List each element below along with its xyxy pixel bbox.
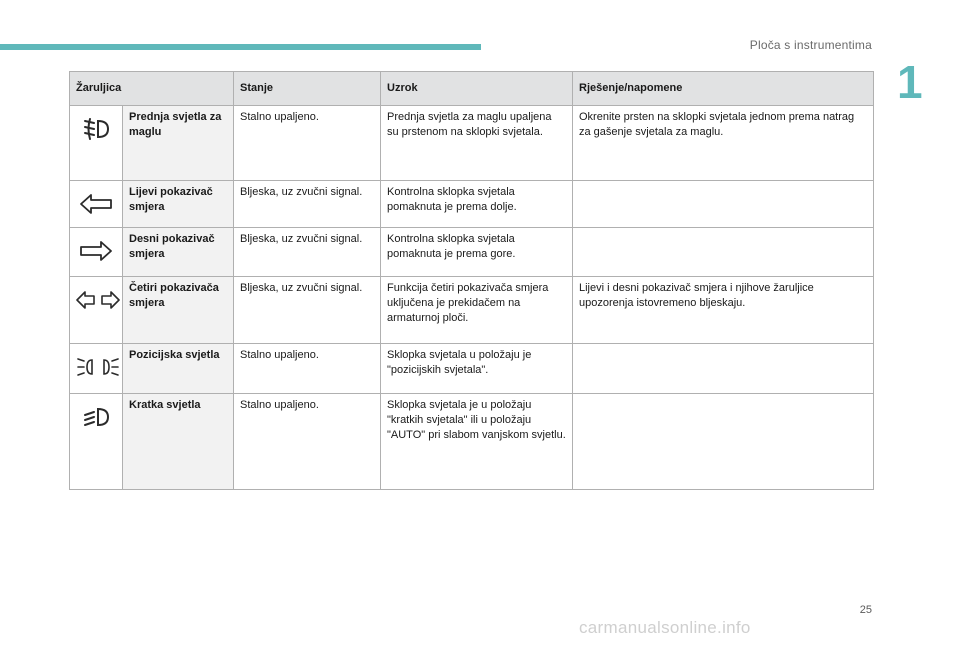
lamp-name: Prednja svjetla za maglu [123,106,234,181]
lamp-name: Pozicijska svjetla [123,344,234,394]
watermark: carmanualsonline.info [579,618,751,637]
chapter-number: 1 [897,56,923,108]
header-lamp: Žaruljica [70,72,234,106]
lamp-cause: Prednja svjetla za maglu upaljena su prstenom na sklopki svjetala. [381,106,573,181]
hazard-arrows-icon [76,289,120,311]
position-lights-icon [76,356,120,378]
lamp-solution [573,344,874,394]
lamp-state: Bljeska, uz zvučni signal. [234,277,381,344]
lamp-state: Stalno upaljeno. [234,106,381,181]
lamp-name: Lijevi pokazivač smjera [123,181,234,228]
header-state: Stanje [234,72,381,106]
table-header-row [70,72,874,106]
lamp-name: Desni pokazivač smjera [123,228,234,277]
lamp-cause: Kontrolna sklopka svjetala pomaknuta je prema dolje. [381,181,573,228]
lamp-state: Stalno upaljeno. [234,394,381,490]
front-fog-light-icon [79,118,113,140]
header-accent-bar [0,44,481,50]
page-number: 25 [859,604,872,616]
lamp-solution [573,394,874,490]
lamp-cause: Funkcija četiri pokazivača smjera uključena je prekidačem na armaturnoj ploči. [381,277,573,344]
lamp-name: Kratka svjetla [123,394,234,490]
lamp-state: Stalno upaljeno. [234,344,381,394]
lamp-solution [573,181,874,228]
lamp-solution [573,228,874,277]
left-arrow-icon [79,193,113,215]
dipped-beam-icon [79,406,113,428]
lamp-state: Bljeska, uz zvučni signal. [234,228,381,277]
right-arrow-icon [79,240,113,262]
table-row [70,394,874,490]
header-cause: Uzrok [381,72,573,106]
lamp-cause: Sklopka svjetala je u položaju "kratkih svjetala" ili u položaju "AUTO" pri slabom vanjskom svjetlu. [381,394,573,490]
lamp-solution: Okrenite prsten na sklopki svjetala jednom prema natrag za gašenje svjetala za maglu. [573,106,874,181]
section-title: Ploča s instrumentima [749,38,872,52]
header-solution: Rješenje/napomene [573,72,874,106]
table-row [70,228,874,277]
lamp-cause: Kontrolna sklopka svjetala pomaknuta je prema gore. [381,228,573,277]
warning-lamps-table [69,71,874,490]
lamp-state: Bljeska, uz zvučni signal. [234,181,381,228]
table-row [70,277,874,344]
table-row [70,106,874,181]
lamp-cause: Sklopka svjetala u položaju je "pozicijskih svjetala". [381,344,573,394]
table-row [70,344,874,394]
table-row [70,181,874,228]
lamp-name: Četiri pokazivača smjera [123,277,234,344]
lamp-solution: Lijevi i desni pokazivač smjera i njihove žaruljice upozorenja istovremeno bljeskaju. [573,277,874,344]
